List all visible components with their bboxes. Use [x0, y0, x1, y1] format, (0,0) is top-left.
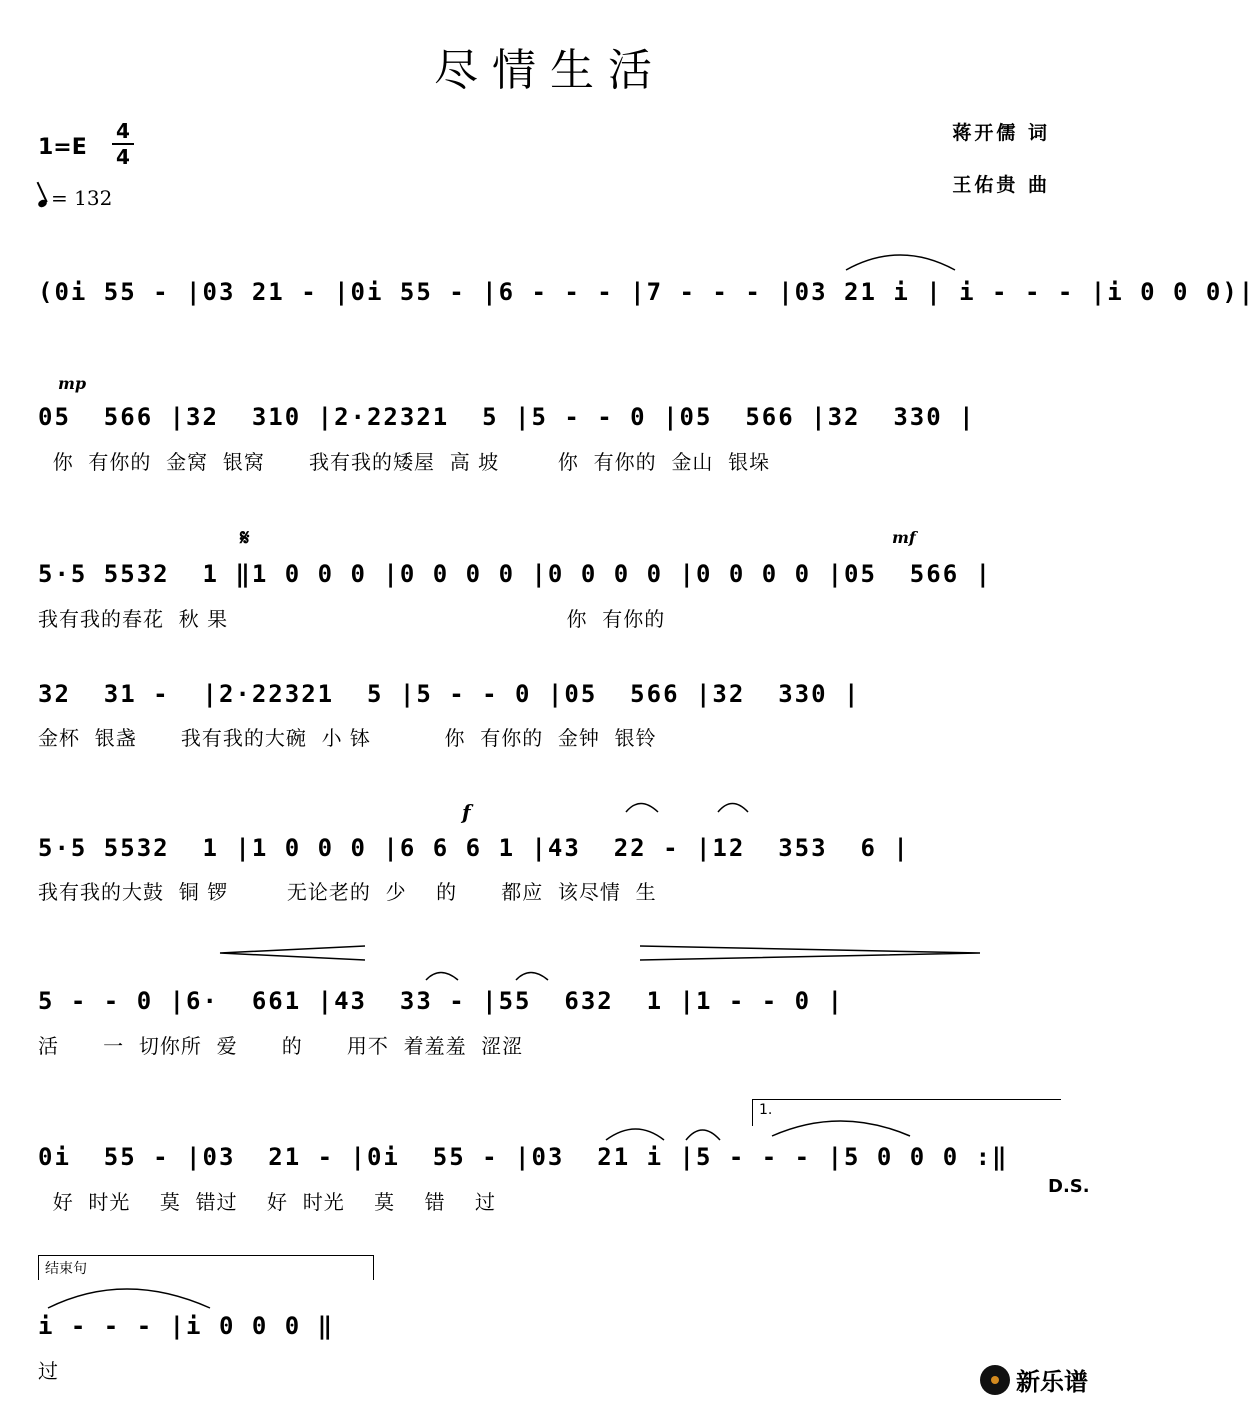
lyricist-credit: 蒋开儒 词: [952, 122, 1050, 144]
crescendo-hairpin: [220, 946, 365, 960]
tie-row5-b: [718, 804, 748, 813]
decrescendo-hairpin: [640, 946, 980, 960]
tempo-value: = 132: [51, 186, 113, 210]
lyric-line-3: 金杯 银盏 我有我的大碗 小 钵 你 有你的 金钟 银铃: [38, 726, 657, 750]
tie-row7-b: [686, 1130, 720, 1140]
notation-row-8: i - - - |i 0 0 0 ‖: [38, 1312, 335, 1340]
lyric-line-4: 我有我的大鼓 铜 锣 无论老的 少 的 都应 该尽情 生: [38, 880, 657, 904]
notation-row-5: 5·5 5532 1 |1 0 0 0 |6 6 6 1 |43 22 - |12 353 6 |: [38, 834, 910, 862]
lyric-line-2: 我有我的春花 秋 果 你 有你的: [38, 607, 666, 631]
record-disc-icon: [980, 1365, 1010, 1395]
notation-row-4: 32 31 - |2·22321 5 |5 - - 0 |05 566 |32 330 |: [38, 680, 861, 708]
ending-label: 结束句: [45, 1261, 87, 1277]
tie-row6-b: [516, 973, 548, 981]
site-logo: [980, 1362, 1088, 1397]
notation-row-2: 05 566 |32 310 |2·22321 5 |5 - - 0 |05 566 |32 330 |: [38, 403, 976, 431]
lyric-line-1: 你 有你的 金窝 银窝 我有我的矮屋 高 坡 你 有你的 金山 银垛: [38, 450, 771, 474]
tie-row5-a: [626, 804, 658, 813]
dal-segno-marking: D.S.: [1048, 1176, 1090, 1197]
lyric-line-6: 好 时光 莫 错过 好 时光 莫 错 过: [38, 1190, 497, 1214]
dynamic-mf: mf: [892, 528, 916, 547]
notation-row-6: 5 - - 0 |6· 661 |43 33 - |55 632 1 |1 - - 0 |: [38, 987, 845, 1015]
lyric-line-5: 活 一 切你所 爱 的 用不 着羞羞 涩涩: [38, 1034, 524, 1058]
lyric-line-7: 过: [38, 1359, 59, 1383]
notation-row-3: 5·5 5532 1 ‖1 0 0 0 |0 0 0 0 |0 0 0 0 |0 0 0 0 |05 566 |: [38, 560, 993, 588]
site-logo-text: 新乐谱: [1016, 1368, 1088, 1396]
song-title: 尽情生活: [434, 45, 666, 96]
tie-row6-a: [426, 973, 458, 981]
dynamic-f: f: [462, 800, 471, 824]
dynamic-mp: mp: [58, 374, 87, 393]
segno-sign: 𝄋: [240, 526, 250, 551]
first-ending-label: 1.: [759, 1102, 773, 1118]
key-signature: 1=E: [38, 135, 87, 160]
notation-row-1: (0i 55 - |03 21 - |0i 55 - |6 - - - |7 - - - |03 21 i | i - - - |i 0 0 0)|: [38, 278, 1255, 306]
time-signature-top: 4: [116, 119, 130, 143]
tie-intro: [846, 255, 955, 270]
tie-row7-c: [772, 1121, 910, 1136]
tie-ending: [48, 1289, 210, 1308]
tie-row7-a: [606, 1129, 664, 1140]
time-signature-bottom: 4: [116, 145, 130, 169]
composer-credit: 王佑贵 曲: [952, 174, 1050, 196]
notation-row-7: 0i 55 - |03 21 - |0i 55 - |03 21 i |5 - - - |5 0 0 0 :‖: [38, 1143, 1009, 1171]
